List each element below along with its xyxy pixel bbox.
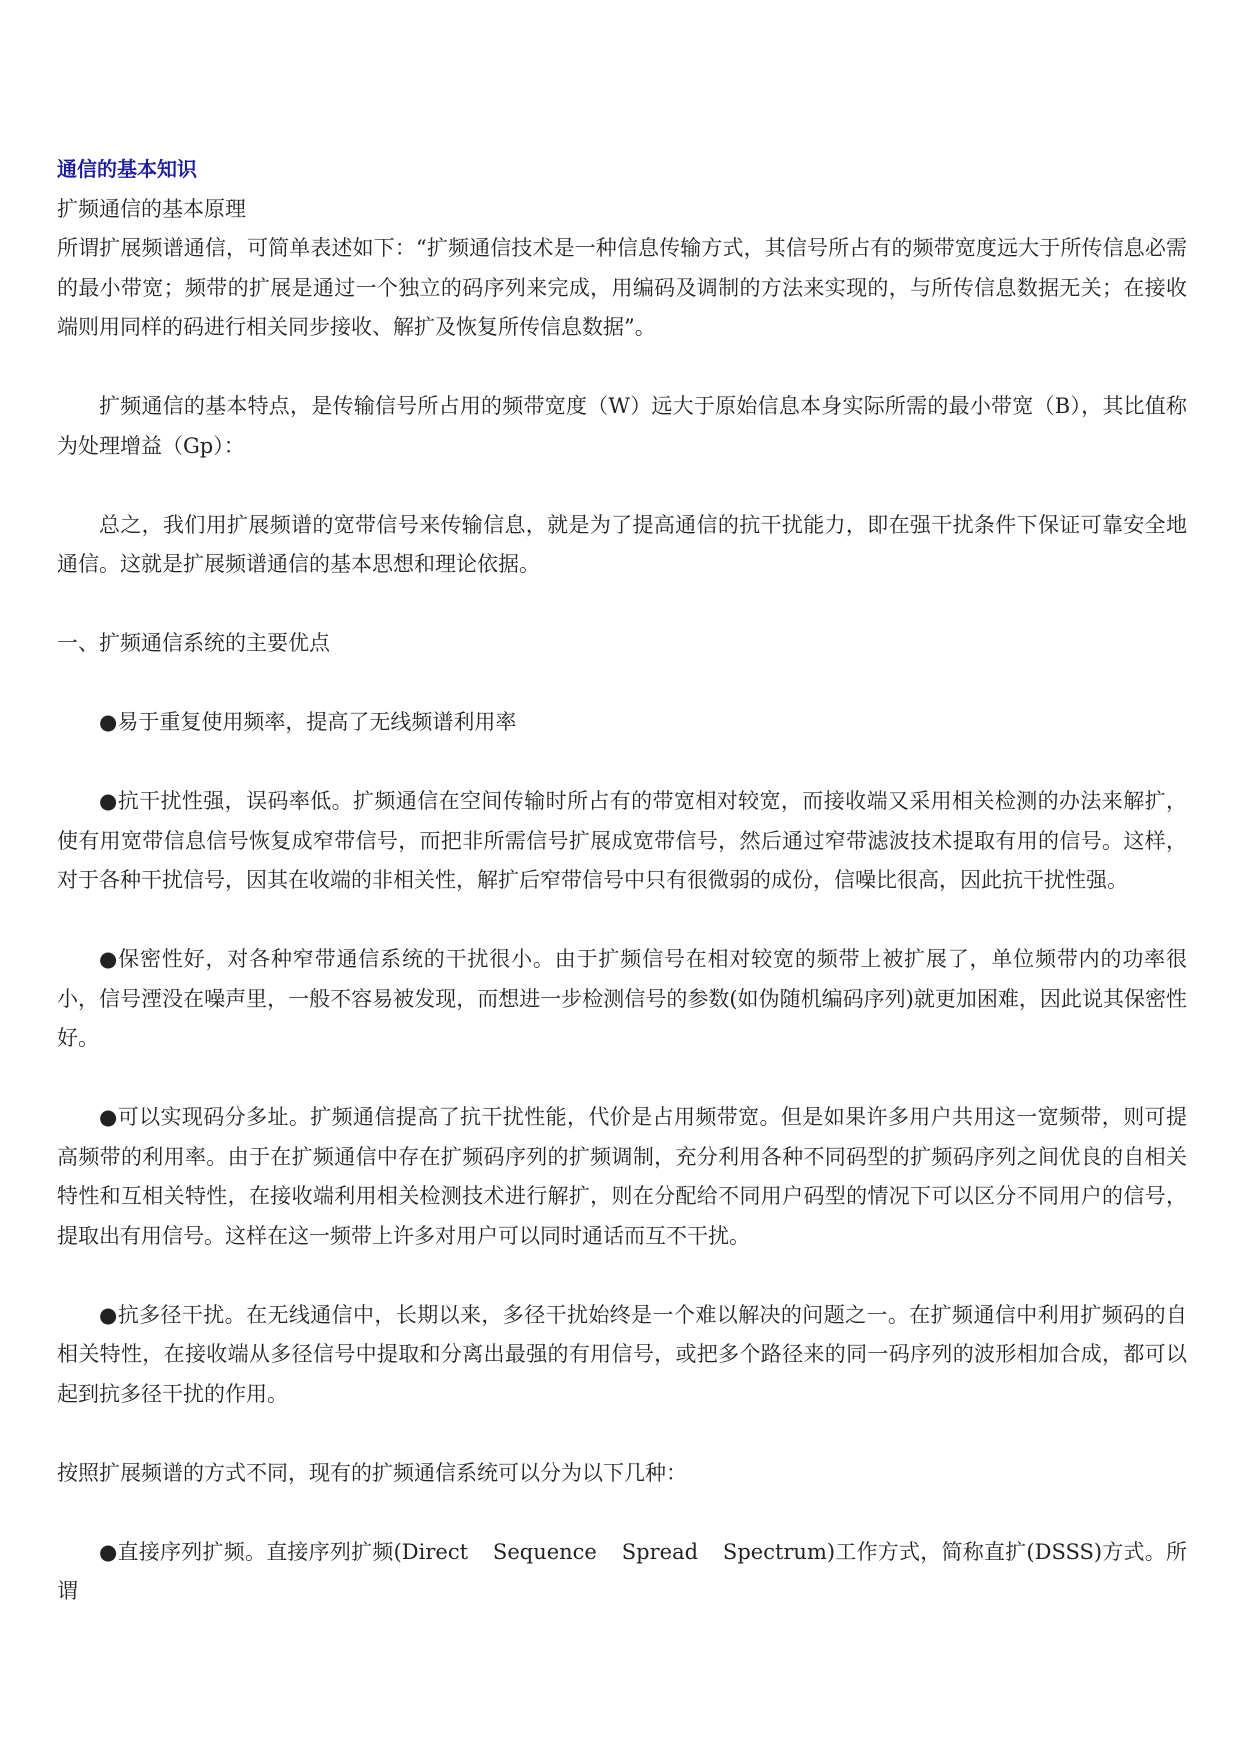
spacer — [57, 1414, 1187, 1454]
document-title: 通信的基本知识 — [57, 157, 197, 181]
bullet-dsss: ●直接序列扩频。直接序列扩频(Direct Sequence Spread Spectrum)工作方式，简称直扩(DSSS)方式。所谓 — [57, 1539, 1187, 1603]
spacer — [57, 466, 1187, 506]
paragraph-summary: 总之，我们用扩展频谱的宽带信号来传输信息，就是为了提高通信的抗干扰能力，即在强干扰条件下保证可靠安全地通信。这就是扩展频谱通信的基本思想和理论依据。 — [57, 512, 1187, 576]
bullet-confidentiality: ●保密性好，对各种窄带通信系统的干扰很小。由于扩频信号在相对较宽的频带上被扩展了，单位频带内的功率很小，信号湮没在噪声里，一般不容易被发现，而想进一步检测信号的参数(如伪随机编码序列)就更加困难，因此说其保密性好。 — [57, 947, 1187, 1050]
spacer — [57, 585, 1187, 625]
spacer — [57, 348, 1187, 388]
spacer — [57, 901, 1187, 941]
spacer — [57, 1493, 1187, 1533]
spacer — [57, 743, 1187, 783]
bullet-anti-interference: ●抗干扰性强，误码率低。扩频通信在空间传输时所占有的带宽相对较宽，而接收端又采用相关检测的办法来解扩，使有用宽带信息信号恢复成窄带信号，而把非所需信号扩展成宽带信号，然后通过窄带滤波技术提取有用的信号。这样，对于各种干扰信号，因其在收端的非相关性，解扩后窄带信号中只有很微弱的成份，信噪比很高，因此抗干扰性强。 — [57, 789, 1187, 892]
bullet-multipath: ●抗多径干扰。在无线通信中，长期以来，多径干扰始终是一个难以解决的问题之一。在扩频通信中利用扩频码的自相关特性，在接收端从多径信号中提取和分离出最强的有用信号，或把多个路径来的同一码序列的波形相加合成，都可以起到抗多径干扰的作用。 — [57, 1302, 1187, 1406]
section-heading-advantages: 一、扩频通信系统的主要优点 — [57, 631, 330, 655]
spacer — [57, 1059, 1187, 1099]
paragraph-definition: 所谓扩展频谱通信，可简单表述如下：“扩频通信技术是一种信息传输方式，其信号所占有的频带宽度远大于所传信息必需的最小带宽；频带的扩展是通过一个独立的码序列来完成，用编码及调制的方法来实现的，与所传信息数据无关；在接收端则用同样的码进行相关同步接收、解扩及恢复所传信息数据”。 — [57, 236, 1187, 339]
bullet-frequency-reuse: ●易于重复使用频率，提高了无线频谱利用率 — [99, 710, 517, 734]
spacer — [57, 664, 1187, 704]
paragraph-types: 按照扩展频谱的方式不同，现有的扩频通信系统可以分为以下几种： — [57, 1460, 687, 1485]
paragraph-features: 扩频通信的基本特点，是传输信号所占用的频带宽度（W）远大于原始信息本身实际所需的最小带宽（B），其比值称为处理增益（Gp）： — [57, 394, 1187, 458]
document-subtitle: 扩频通信的基本原理 — [57, 196, 246, 221]
document-page — [57, 150, 1187, 1612]
spacer — [57, 1256, 1187, 1296]
bullet-cdma: ●可以实现码分多址。扩频通信提高了抗干扰性能，代价是占用频带宽。但是如果许多用户共用这一宽频带，则可提高频带的利用率。由于在扩频通信中存在扩频码序列的扩频调制，充分利用各种不同码型的扩频码序列之间优良的自相关特性和互相关特性，在接收端利用相关检测技术进行解扩，则在分配给不同用户码型的情况下可以区分不同用户的信号，提取出有用信号。这样在这一频带上许多对用户可以同时通话而互不干扰。 — [57, 1105, 1187, 1248]
